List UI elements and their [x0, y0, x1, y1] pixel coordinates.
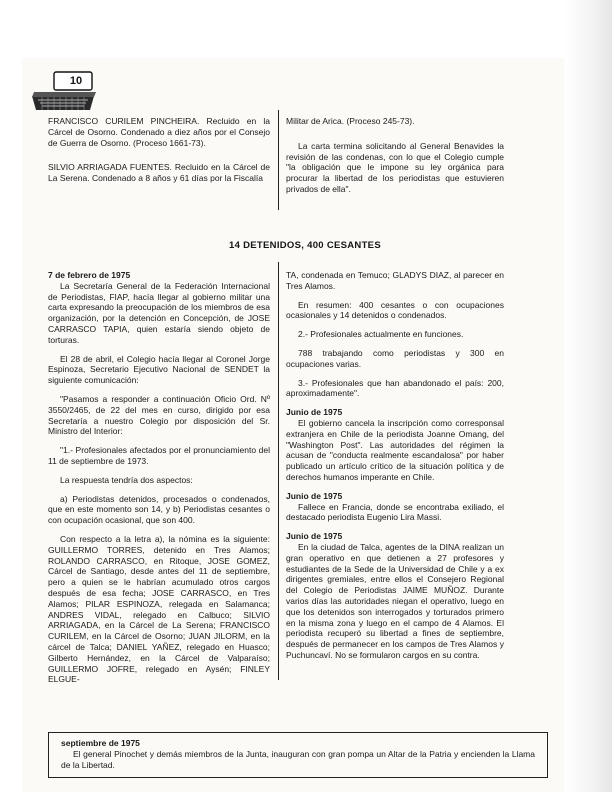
paragraph-trabajando: 788 trabajando como periodistas y 300 en ocupaciones varias. [286, 347, 504, 369]
footer-box [48, 732, 548, 778]
page-shadow [564, 0, 612, 792]
paragraph-en-funciones: 2.- Profesionales actualmente en funciones. [298, 329, 464, 340]
paragraph-sendet: El 28 de abril, el Colegio hacía llegar al Coronel Jorge Espinoza, Secretario Ejecutivo Nacional de SENDET la siguiente comunicación: [48, 353, 270, 386]
paragraph-nomina: Con respecto a la letra a), la nómina es la siguiente: GUILLERMO TORRES, detenido en Tres Alamos; ROLANDO CARRASCO, en Ritoque, JOSE GOMEZ, Cárcel de Santiago, desde antes del 11 de septiembre, pero a quien se le habrían acumulado otros cargos después de esa fecha; JOSE CARRASCO, en Tres Alamos; PILAR ESPINOZA, relegada en Salamanca; ANDRES VIDAL, relegado en Calbuco; SILVIO ARRIAGADA, en la Cárcel de La Serena; FRANCISCO CURILEM, en la Cárcel de Osorno; JUAN JILORM, en la cárcel de Talca; DANIEL YAÑEZ, relegado en Huasco; Gilberto Hernández, en la Cárcel de Valparaíso; GUILLERMO JOFRE, relegado en Aysén; FINLEY ELGUE- [48, 533, 270, 685]
top-right-column [286, 116, 504, 195]
entry-text-omang: El gobierno cancela la inscripción como corresponsal extranjera en Chile de la periodista Joanne Omang, del "Washington Post". Las autoridades del régimen la acusan de "conducta realmente escandalosa" por haber publicado un artículo crítico de la situación política y de derechos humanos imperante en Chile. [286, 417, 504, 482]
section-title: 14 DETENIDOS, 400 CESANTES [229, 240, 381, 251]
entry-date-talca: Junio de 1975 [286, 531, 343, 542]
paragraph-respuesta: La respuesta tendría dos aspectos: [60, 474, 193, 485]
footer-text: El general Pinochet y demás miembros de la Junta, inauguran con gran pompa un Altar de la Patria y encienden la Llama de la Libertad. [61, 748, 535, 770]
main-right-column [286, 270, 504, 661]
prisoner-entry-arriagada: SILVIO ARRIAGADA FUENTES. Recluido en la Cárcel de La Serena. Condenado a 8 años y 61 días por la Fiscalía [48, 162, 270, 184]
paragraph-profesionales-afectados: "1.- Profesionales afectados por el pronunciamiento del 11 de septiembre de 1973. [48, 445, 270, 466]
page-number-badge [28, 70, 100, 114]
paragraph-gladys-diaz: TA, condenada en Temuco; GLADYS DIAZ, al parecer en Tres Alamos. [286, 270, 504, 291]
top-left-column [48, 116, 270, 184]
paragraph-resumen: En resumen: 400 cesantes o con ocupaciones ocasionales y 14 detenidos o condenados. [286, 299, 504, 321]
date-heading: 7 de febrero de 1975 [48, 270, 131, 280]
paragraph-abandonado: 3.- Profesionales que han abandonado el país: 200, aproximadamente". [286, 377, 504, 399]
main-left-column [48, 270, 270, 685]
page-number: 10 [69, 75, 83, 87]
top-margin [0, 0, 612, 58]
entry-date-omang: Junio de 1975 [286, 407, 343, 418]
paragraph-detenidos-cesantes: a) Periodistas detenidos, procesados o condenados, que en este momento son 14, y b) Periodistas cesantes o con ocupación ocasional, que son 400. [48, 493, 270, 526]
proceso-reference: Militar de Arica. (Proceso 245-73). [286, 116, 415, 126]
column-divider-top [278, 110, 279, 210]
entry-date-lira-massi: Junio de 1975 [286, 490, 343, 501]
entry-text-lira-massi: Fallece en Francia, donde se encontraba exiliado, el destacado periodista Eugenio Lira Massi. [286, 501, 504, 523]
prisoner-entry-curilem: FRANCISCO CURILEM PINCHEIRA. Recluido en la Cárcel de Osorno. Condenado a diez años por el Consejo de Guerra de Osorno. (Proceso 1661-73). [48, 116, 270, 148]
footer-box-content [61, 738, 535, 770]
paragraph-fiap: La Secretaría General de la Federación Internacional de Periodistas, FIAP, hacía llegar al gobierno militar una carta expresando la preocupación de los miembros de esa organización, por la detención en Concepción, de JOSE CARRASCO TAPIA, quien estaría siendo objeto de torturas. [48, 280, 270, 345]
paragraph-oficio: "Pasamos a responder a continuación Oficio Ord. Nº 3550/2465, de 22 del mes en curso, dirigido por esa Secretaría a nuestro Colegio por disposición del Sr. Ministro del Interior: [48, 393, 270, 437]
column-divider-main [278, 262, 279, 680]
letter-conclusion: La carta termina solicitando al General Benavides la revisión de las condenas, con lo que el Colegio cumple "la obligación que le impone su ley orgánica para procurar la libertad de los periodistas que estuvieren privados de ella". [286, 140, 504, 194]
footer-date: septiembre de 1975 [61, 738, 140, 748]
entry-text-talca: En la ciudad de Talca, agentes de la DINA realizan un gran operativo en que detienen a 27 profesores y estudiantes de la Sede de la Universidad de Chile y a ex dirigentes gremiales, entre ellos el Consejero Regional del Colegio de Periodistas JAIME MUÑOZ. Durante varios días las autoridades niegan el operativo, luego en que los detenidos son interrogados y torturados primero en la misma zona y luego en el campo de 4 Alamos. El periodista recuperó su libertad a fines de septiembre, después de permanecer en los campos de Tres Alamos y Puchuncaví. No se formularon cargos en su contra. [286, 541, 504, 660]
